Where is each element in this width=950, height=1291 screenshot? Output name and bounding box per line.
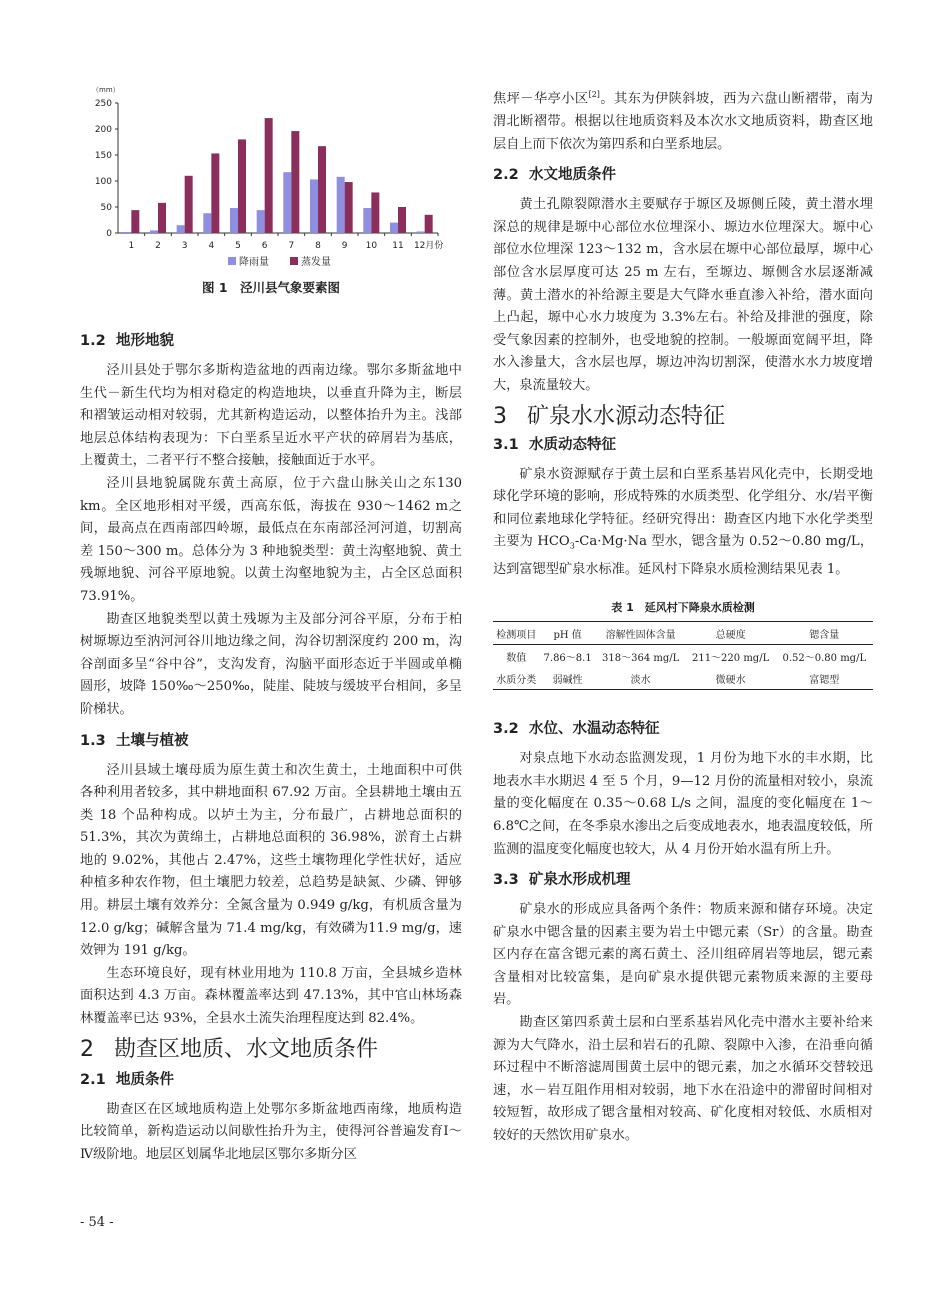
paragraph: 矿泉水的形成应具备两个条件：物质来源和储存环境。决定矿泉水中锶含量的因素主要为岩土中锶元素（Sr）的含量。勘查区内存在富含锶元素的离石黄土、泾川组碎屑岩等地层，锶元素含量相对比较富集，是向矿泉水提供锶元素物质来源的主要母岩。: [493, 902, 873, 1008]
paragraph: 生态环境良好，现有林业用地为 110.8 万亩，全县城乡造林面积达到 4.3 万亩。森林覆盖率达到 47.13%，其中官山林场森林覆盖率已达 93%，全县水土流失治理程度达到 82.4%。: [80, 965, 462, 1027]
y-unit-label: （mm）: [92, 86, 120, 94]
figure-caption: 图 1 泾川县气象要素图: [201, 280, 341, 295]
heading-3-3: 3.3 矿泉水形成机理: [493, 872, 631, 889]
bar-evaporation: [238, 139, 246, 233]
legend-swatch: [290, 257, 298, 265]
figure-1: [80, 83, 462, 295]
bar-rainfall: [417, 231, 425, 233]
x-tick-label: 1: [128, 241, 135, 251]
left-text-flow: [80, 330, 462, 1166]
x-tick-label: 3: [181, 241, 188, 251]
chart-legend: [228, 255, 331, 268]
x-tick-label: 7: [288, 241, 295, 251]
table-caption: 表 1 延风村下降泉水质检测: [611, 601, 755, 615]
bar-evaporation: [345, 182, 353, 233]
paragraph: 泾川县处于鄂尔多斯构造盆地的西南边缘。鄂尔多斯盆地中生代－新生代均为相对稳定的构造地块，以垂直升降为主，断层和褶皱运动相对较弱，尤其新构造运动，以整体抬升为主。浅部地层总体结构表现为：下白垩系呈近水平产状的碎屑岩为基底，上覆黄土，二者平行不整合接触，接触面近于水平。: [80, 363, 462, 469]
bar-evaporation: [318, 146, 326, 233]
bar-evaporation: [265, 118, 273, 233]
heading-3: 3 矿泉水水源动态特征: [493, 403, 726, 429]
x-tick-label: 9: [341, 241, 348, 251]
paragraph: 焦坪－华亭小区[2]。其东为伊陕斜坡，西为六盘山断褶带，南为渭北断褶带。根据以往地质资料及本次水文地质资料，勘查区地层自上而下依次为第四系和白垩系地层。: [493, 90, 873, 152]
heading-2-2: 2.2 水文地质条件: [493, 167, 616, 184]
bar-rainfall: [283, 172, 291, 233]
bar-rainfall: [363, 208, 371, 233]
y-tick-label: 100: [94, 177, 112, 187]
water-quality-table: [493, 621, 873, 690]
heading-3-2: 3.2 水位、水温动态特征: [493, 721, 660, 738]
bar-rainfall: [177, 225, 185, 233]
paragraph: 勘查区第四系黄土层和白垩系基岩风化壳中潜水主要补给来源为大气降水，沿土层和岩石的孔隙、裂隙中入渗，在沿垂向循环过程中不断溶滤周围黄土层中的锶元素，加之水循环交替较迅速，水－岩互阻作用相对较弱，地下水在沿途中的滞留时间相对较短暂，故形成了锶含量相对较高、矿化度相对较低、水质相对较好的天然饮用矿泉水。: [493, 1015, 873, 1144]
bar-evaporation: [211, 153, 219, 233]
y-tick-label: 150: [94, 151, 112, 161]
paragraph: 泾川县域土壤母质为原生黄土和次生黄土，土地面积中可供各种利用者较多，其中耕地面积 67.92 万亩。全县耕地土壤由五类 18 个品种构成。以垆土为主，分布最广，占耕地总面积的 51.3%，其次为黄绵土，占耕地总面积的 36.98%，淤育土占耕地的 9.02%，其他占 2.47%，这些土壤物理化学性状好，适应种植多种农作物，但土壤肥力较差，总趋势是缺氮、少磷、钾够用。耕层土壤有效养分：全氮含量为 0.949 g/kg，有机质含量为 12.0 g/kg；碱解含量为 71.4 mg/kg，有效磷为11.9 mg/g，速效钾为 191 g/kg。: [80, 762, 462, 959]
paragraph: 泾川县地貌属陇东黄土高原，位于六盘山脉关山之东130 km。全区地形相对平缓，西高东低，海拔在 930～1462 m之间，最高点在西南部四岭塬，最低点在东南部泾河河道，切割高差 150～300 m。总体分为 3 种地貌类型：黄土沟壑地貌、黄土残塬地貌、河谷平原地貌。以黄土沟壑地貌为主，占全区总面积 73.91%。: [80, 475, 462, 604]
x-tick-label: 4: [208, 241, 215, 251]
heading-3-1: 3.1 水质动态特征: [493, 436, 616, 453]
bar-rainfall: [337, 177, 345, 233]
heading-2-1: 2.1 地质条件: [80, 1071, 174, 1088]
page-number: - 54 -: [80, 1215, 114, 1230]
reference-mark: [2]: [588, 90, 600, 99]
bar-evaporation: [371, 192, 379, 233]
bar-evaporation: [425, 215, 433, 233]
y-tick-label: 0: [106, 229, 112, 239]
heading-1-2: 1.2 地形地貌: [80, 333, 174, 349]
paragraph: 勘查区地貌类型以黄土残塬为主及部分河谷平原，分布于柏树塬塬边至汭河河谷川地边缘之间，沟谷切割深度约 200 m，沟谷剖面多呈“谷中谷”，支沟发育，沟脑平面形态近于半圆或单椭圆形，坡降 150‰～250‰，陡崖、陡坡与缓坡平台相间，多呈阶梯状。: [80, 611, 462, 717]
bar-evaporation: [291, 131, 299, 233]
x-tick-label: 6: [261, 241, 268, 251]
bar-rainfall: [310, 179, 318, 233]
bar-evaporation: [158, 203, 166, 233]
bar-rainfall: [150, 230, 158, 233]
legend-label: 蒸发量: [301, 257, 331, 268]
table-row: 水质分类 弱碱性 淡水 微硬水 富锶型: [493, 667, 873, 690]
right-text-flow: [493, 84, 873, 1148]
y-tick-label: 50: [100, 203, 112, 213]
x-tick-label: 8: [315, 241, 321, 251]
paragraph: 对泉点地下水动态监测发现，1 月份为地下水的丰水期，比地表水丰水期迟 4 至 5 个月，9—12 月份的流量相对较小，泉流量的变化幅度在 0.35～0.68 L/s 之间，温度的变化幅度在 1～6.8℃之间，在冬季泉水渗出之后变成地表水，地表温度较低，所监测的温度变化幅度也较大，从 4 月份开始水温有所上升。: [493, 751, 873, 857]
bar-rainfall: [230, 208, 238, 233]
legend-swatch: [228, 257, 236, 265]
y-tick-label: 250: [94, 99, 112, 109]
x-tick-label: 10: [365, 241, 378, 251]
bar-rainfall: [257, 210, 265, 233]
bar-rainfall: [203, 213, 211, 233]
paragraph: 勘查区在区域地质构造上处鄂尔多斯盆地西南缘，地质构造比较简单，新构造运动以间歇性抬升为主，使得河谷普遍发育Ⅰ～Ⅳ级阶地。地层区划属华北地层区鄂尔多斯分区: [80, 1101, 462, 1162]
paragraph: 黄土孔隙裂隙潜水主要赋存于塬区及塬侧丘陵，黄土潜水埋深总的规律是塬中心部位水位埋深小、塬边水位埋深大。塬中心部位水位埋深 123～132 m，含水层在塬中心部位最厚，塬中心部位含水层厚度可达 25 m 左右，至塬边、塬侧含水层逐渐减薄。黄土潜水的补给源主要是大气降水垂直渗入补给，潜水面向上凸起，塬中心水力坡度为 3.3%左右。补给及排泄的强度，除受气象因素的控制外，也受地貌的控制。一般塬面宽阔平坦，降水入渗量大，含水层也厚，塬边冲沟切割深，使潜水水力坡度增大，泉流量较大。: [493, 197, 873, 393]
bar-rainfall: [123, 232, 131, 233]
heading-2: 2 勘查区地质、水文地质条件: [80, 1036, 379, 1062]
table-row: 数值 7.86～8.1 318～364 mg/L 211～220 mg/L 0.52～0.80 mg/L: [506, 652, 867, 664]
x-tick-label: 12月份: [413, 241, 444, 251]
legend-label: 降雨量: [239, 257, 269, 268]
x-tick-label: 5: [235, 241, 241, 251]
bar-evaporation: [398, 207, 406, 233]
bar-rainfall: [390, 223, 398, 233]
y-tick-label: 200: [94, 125, 112, 135]
x-tick-labels: [128, 239, 443, 251]
x-tick-label: 11: [392, 241, 404, 251]
heading-1-3: 1.3 土壤与植被: [80, 732, 189, 749]
table-header-row: 检测项目 pH 值 溶解性固体含量 总硬度 锶含量: [493, 622, 873, 645]
bar-evaporation: [185, 176, 193, 233]
x-tick-label: 2: [155, 241, 161, 251]
bar-evaporation: [131, 210, 139, 233]
weather-bar-chart: [80, 83, 462, 268]
chart-bars: [123, 118, 432, 233]
paragraph: 矿泉水资源赋存于黄土层和白垩系基岩风化壳中，长期受地球化学环境的影响，形成特殊的水质类型、化学组分、水/岩平衡和同位素地球化学特征。经研究得出：勘查区内地下水化学类型主要为 $HCO_3-Ca\cdot Mg\cdot Na$ 型水，锶含量为 0.52～0.80 mg/L，达到富锶型矿泉水标准。延风村下降泉水质检测结果见表 1。: [493, 466, 874, 577]
